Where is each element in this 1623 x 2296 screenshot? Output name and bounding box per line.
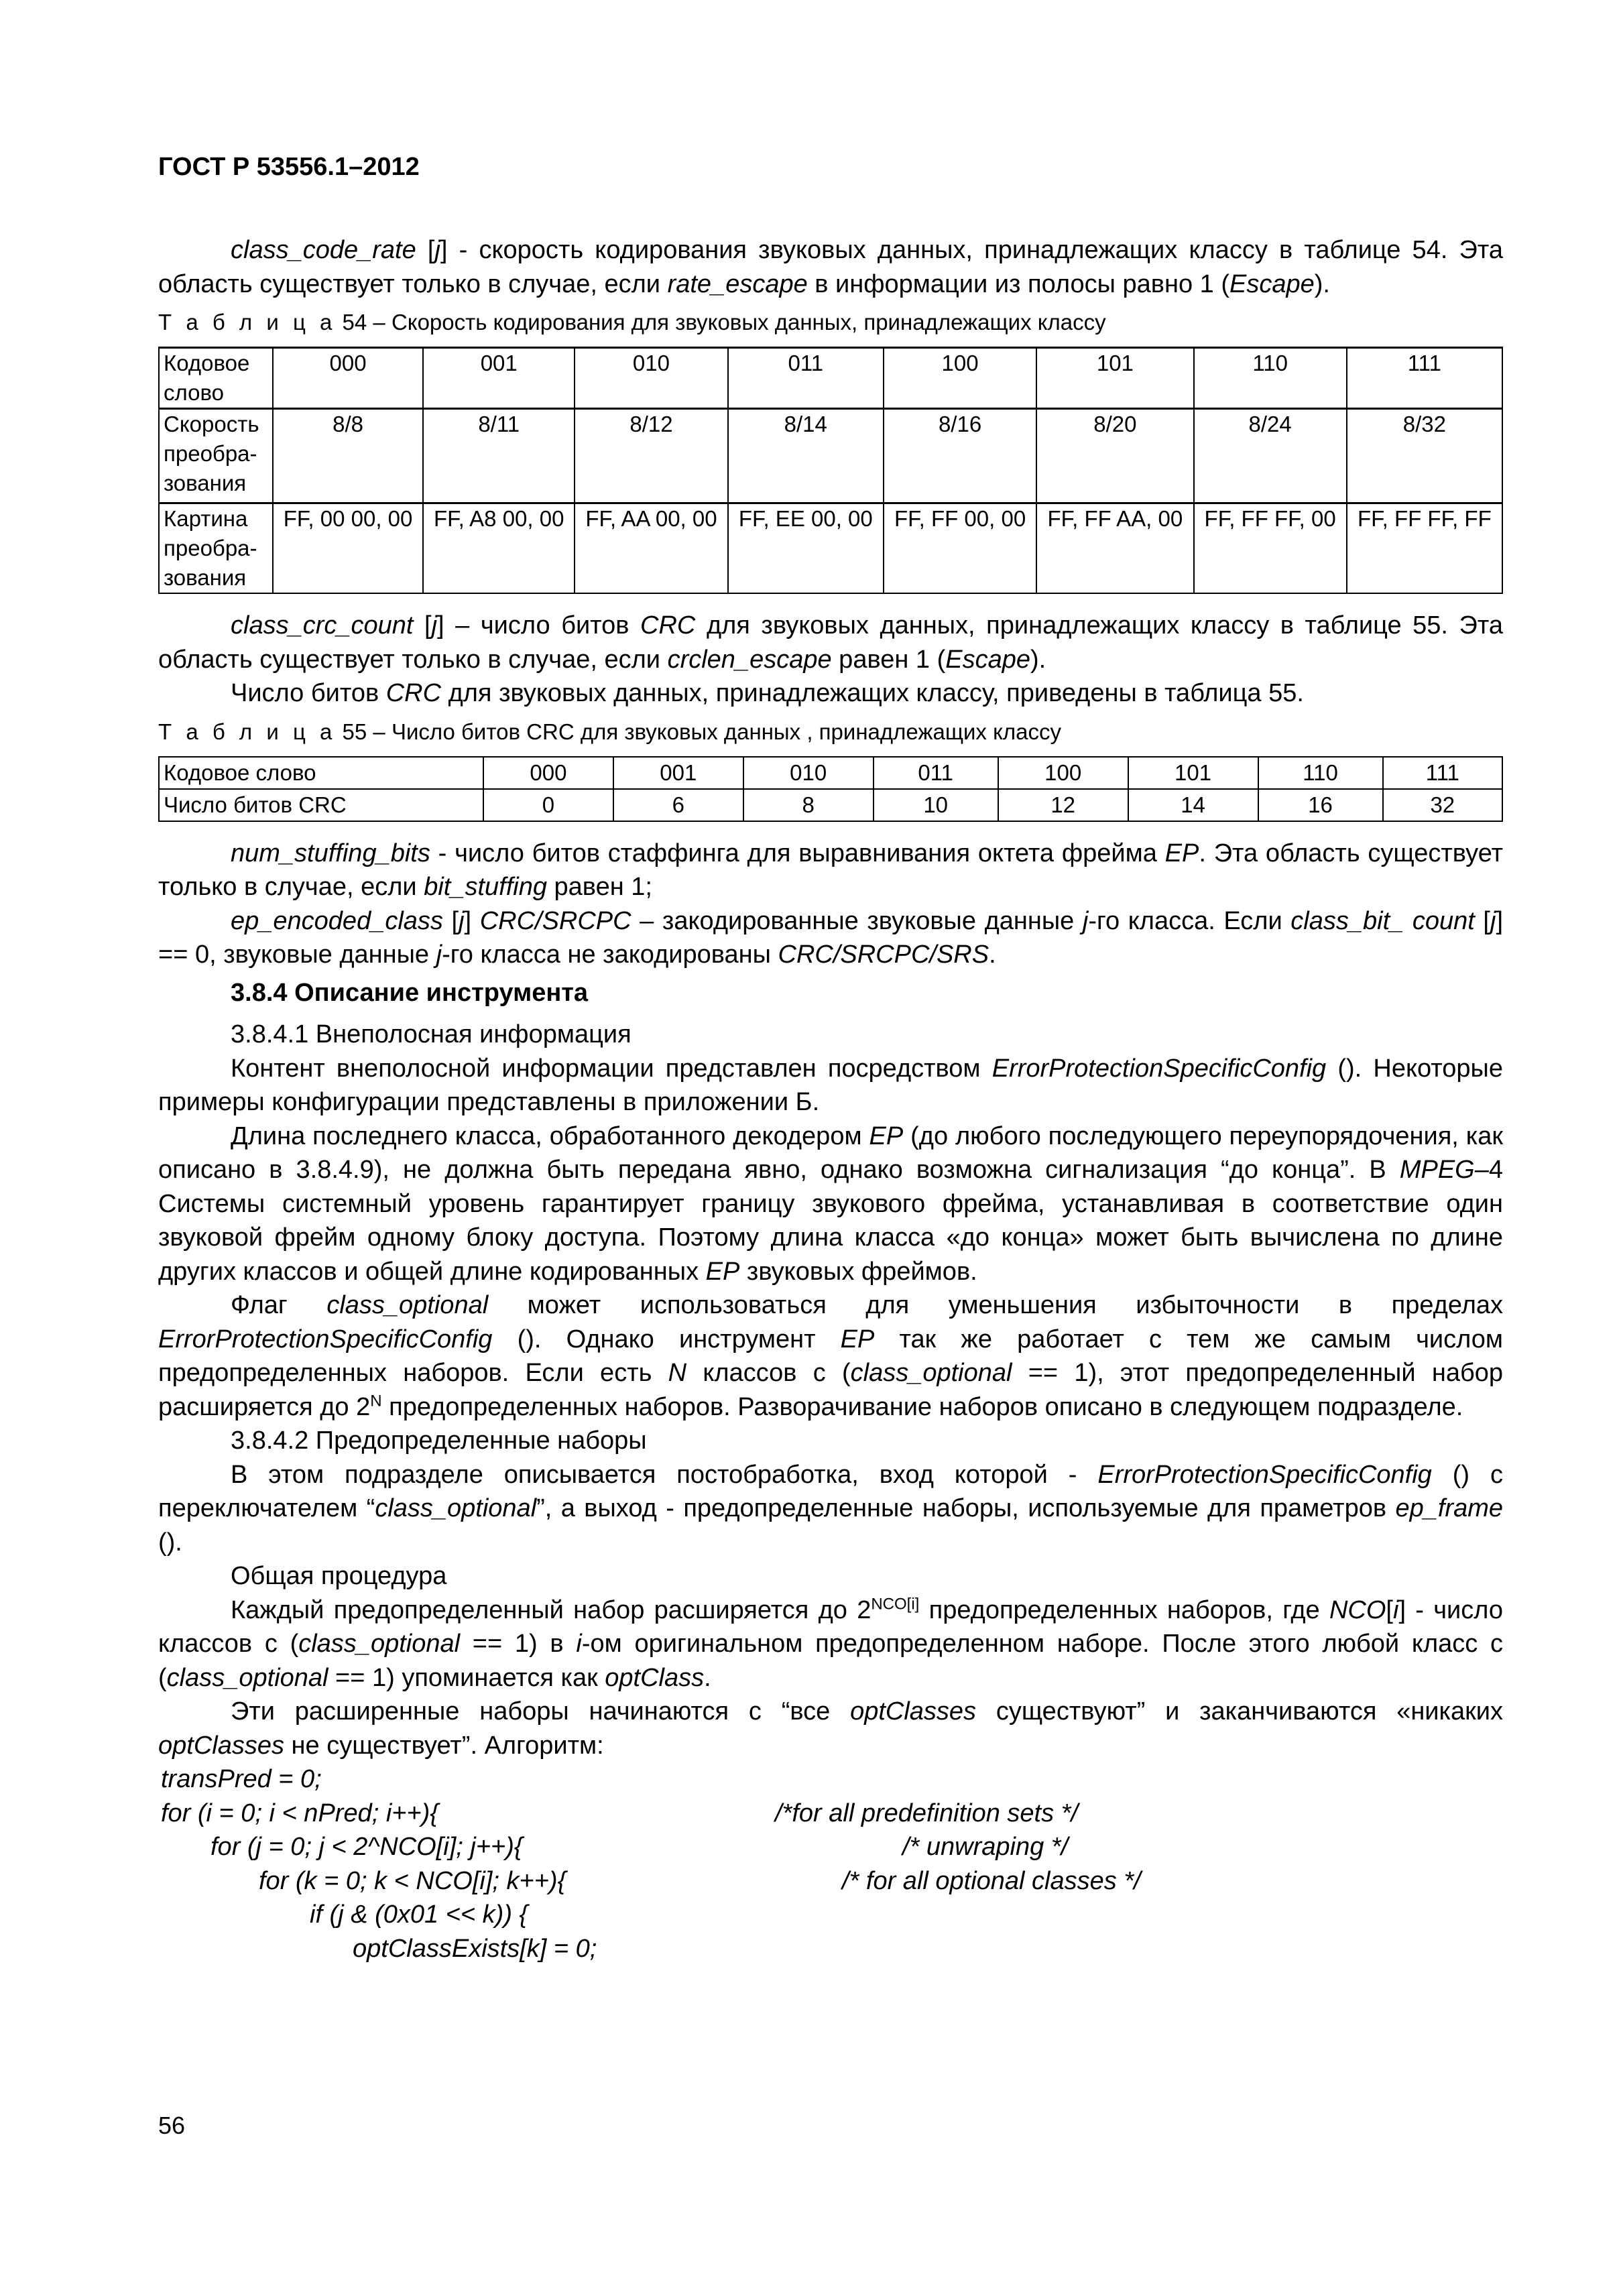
text-run: Флаг — [231, 1291, 327, 1319]
table-cell: 101 — [1036, 348, 1193, 409]
italic-term: CRC — [385, 679, 442, 707]
text-run: -ом оригинальном предопределенном наборе. После этого любой класс с ( — [158, 1630, 1503, 1692]
text-run: == 1) упоминается как — [328, 1663, 605, 1692]
row-header: Картина преобра-зования — [159, 503, 273, 594]
table-cell: 14 — [1128, 789, 1258, 821]
text-run: ). — [1314, 269, 1330, 298]
italic-term: class_optional — [298, 1630, 461, 1658]
caption-label: Т а б л и ц а — [158, 719, 337, 744]
text-run: – закодированные звуковые данные — [631, 906, 1083, 935]
table-cell: 001 — [613, 757, 743, 789]
paragraph — [158, 1424, 1503, 1458]
table-row — [159, 789, 1502, 821]
italic-term: CRC/SRCPC/SRS — [778, 941, 989, 969]
italic-term: optClasses — [158, 1731, 284, 1760]
code-text: for (k = 0; k < NCO[i]; k++){ — [259, 1866, 566, 1895]
text-run: звуковых фреймов. — [739, 1257, 977, 1286]
text-run: ] — [464, 906, 480, 935]
row-header: Кодовое слово — [159, 757, 483, 789]
text-run: равен 1; — [546, 873, 652, 901]
italic-term: i — [576, 1630, 582, 1658]
text-run: - число битов стаффинга для выравнивания октета фрейма — [430, 839, 1165, 867]
text-run: Эти расширенные наборы начинаются с “все — [231, 1697, 851, 1726]
text-run: Общая процедура — [231, 1562, 447, 1590]
caption-text: 55 – Число битов CRC для звуковых данных , принадлежащих классу — [342, 719, 1061, 744]
table-row — [159, 409, 1502, 503]
table-54-caption — [158, 308, 1503, 337]
table-cell: 010 — [575, 348, 727, 409]
superscript: N — [370, 1391, 382, 1410]
table-cell: FF, AA 00, 00 — [575, 503, 727, 594]
italic-term: ErrorProtectionSpecificConfig — [158, 1325, 493, 1353]
table-54 — [158, 347, 1503, 594]
paragraph — [158, 1695, 1503, 1762]
code-line — [158, 1932, 1503, 1966]
text-run: может использоваться для уменьшения избыточности в пределах — [488, 1291, 1504, 1319]
italic-term: j — [459, 906, 465, 935]
text-run: для звуковых данных, принадлежащих классу, приведены в таблица 55. — [441, 679, 1304, 707]
table-cell: 8/8 — [273, 409, 423, 503]
code-text: transPred = 0; — [161, 1765, 322, 1793]
text-run: не существует”. Алгоритм: — [284, 1731, 604, 1760]
text-run: ”, а выход - предопределенные наборы, используемые для праметров — [536, 1494, 1396, 1522]
paragraph — [158, 1120, 1503, 1289]
table-cell: 10 — [874, 789, 998, 821]
table-cell: FF, FF FF, FF — [1347, 503, 1502, 594]
text-run: Контент внеполосной информации представлен посредством — [231, 1054, 992, 1083]
italic-term: i — [1392, 1595, 1399, 1624]
table-cell: 110 — [1194, 348, 1347, 409]
text-run: предопределенных наборов. Разворачивание наборов описано в следующем подразделе. — [381, 1392, 1463, 1421]
text-run: ). — [1030, 645, 1046, 674]
table-cell: 6 — [613, 789, 743, 821]
italic-term: MPEG — [1399, 1156, 1475, 1184]
table-row — [159, 757, 1502, 789]
italic-term: class_code_rate — [231, 236, 416, 264]
text-run: 3.8.4.2 Предопределенные наборы — [231, 1427, 647, 1455]
text-run: так же работает с тем же самым числом предопределенных наборов. Если есть — [158, 1325, 1503, 1387]
table-55-caption — [158, 717, 1503, 747]
italic-term: EP — [840, 1325, 875, 1353]
code-block — [158, 1762, 1503, 1966]
caption-text: 54 – Скорость кодирования для звуковых данных, принадлежащих классу — [342, 310, 1106, 335]
text-run: [ — [1474, 906, 1490, 935]
table-cell: FF, FF 00, 00 — [884, 503, 1036, 594]
text-run: Число битов — [231, 679, 386, 707]
text-run: [ — [413, 611, 432, 640]
text-run: . Эта область существует только в случае, если — [158, 839, 1504, 901]
text-run: () с переключателем “ — [158, 1460, 1503, 1522]
text-run: . — [989, 941, 996, 969]
table-cell: 8/24 — [1194, 409, 1347, 503]
paragraph — [158, 1288, 1503, 1424]
table-row — [159, 503, 1502, 594]
italic-term: class_crc_count — [231, 611, 414, 640]
italic-term: Escape — [1229, 269, 1315, 298]
text-run: В этом подразделе описывается постобработка, вход которой - — [231, 1460, 1098, 1489]
table-cell: FF, 00 00, 00 — [273, 503, 423, 594]
italic-term: j — [1490, 906, 1496, 935]
table-cell: 101 — [1128, 757, 1258, 789]
row-header: Число битов CRC — [159, 789, 483, 821]
table-cell: 12 — [998, 789, 1128, 821]
row-header: Скорость преобра-зования — [159, 409, 273, 503]
italic-term: j — [1082, 906, 1089, 935]
text-run: (до любого последующего переупорядочения, как описано в 3.8.4.9), не должна быть передана явно, однако возможна сигнализация “до конца”. В — [158, 1122, 1503, 1184]
table-cell: FF, FF FF, 00 — [1194, 503, 1347, 594]
text-run: ] - число классов с ( — [158, 1595, 1503, 1658]
italic-term: N — [668, 1359, 687, 1387]
text-run: [ — [416, 236, 435, 264]
table-cell: 111 — [1347, 348, 1502, 409]
table-cell: 8/12 — [575, 409, 727, 503]
table-cell: 010 — [743, 757, 874, 789]
italic-term: NCO — [1329, 1595, 1386, 1624]
italic-term: optClasses — [850, 1697, 977, 1726]
code-line — [158, 1898, 1503, 1932]
italic-term: EP — [869, 1122, 904, 1150]
text-run: равен 1 ( — [831, 645, 946, 674]
table-cell: FF, EE 00, 00 — [728, 503, 884, 594]
italic-term: EP — [1164, 839, 1199, 867]
table-cell: 001 — [423, 348, 575, 409]
text-run: Каждый предопределенный набор расширяется до 2 — [231, 1595, 871, 1624]
code-text: if (j & (0x01 << k)) { — [310, 1900, 528, 1929]
text-run: ] - скорость кодирования звуковых данных, принадлежащих классу в таблице 54. Эта область существует только в случае, если — [158, 236, 1503, 298]
table-cell: 8/16 — [884, 409, 1036, 503]
italic-term: rate_escape — [667, 269, 808, 298]
code-comment: /*for all predefinition sets */ — [775, 1799, 1079, 1827]
italic-term: ep_encoded_class — [231, 906, 443, 935]
paragraphs-c — [158, 837, 1503, 972]
italic-term: ep_frame — [1395, 1494, 1503, 1522]
text-run: ] – число битов — [437, 611, 641, 640]
table-row — [159, 348, 1502, 409]
text-run: (). — [158, 1528, 182, 1557]
table-cell: 16 — [1258, 789, 1383, 821]
section-title: 3.8.4 Описание инструмента — [231, 978, 589, 1007]
code-text: optClassExists[k] = 0; — [353, 1934, 597, 1963]
table-cell: 32 — [1383, 789, 1502, 821]
code-line — [158, 1762, 1503, 1797]
paragraph — [158, 837, 1503, 904]
text-run: Длина последнего класса, обработанного декодером — [231, 1122, 869, 1150]
paragraph — [158, 904, 1503, 972]
text-run: в информации из полосы равно 1 ( — [807, 269, 1229, 298]
italic-term: ErrorProtectionSpecificConfig — [1097, 1460, 1432, 1489]
text-run: существуют” и заканчиваются «никаких — [976, 1697, 1503, 1726]
text-run: 3.8.4.1 Внеполосная информация — [231, 1020, 632, 1048]
paragraphs-b — [158, 609, 1503, 711]
table-cell: 100 — [998, 757, 1128, 789]
code-line — [158, 1864, 1503, 1898]
italic-term: CRC — [640, 611, 696, 640]
superscript: NCO[i] — [871, 1594, 920, 1613]
code-line — [158, 1797, 1503, 1831]
italic-term: class_optional — [326, 1291, 489, 1319]
text-run: [ — [442, 906, 459, 935]
table-cell: 8/32 — [1347, 409, 1502, 503]
paragraph — [158, 676, 1503, 711]
code-text: for (j = 0; j < 2^NCO[i]; j++){ — [211, 1833, 523, 1861]
table-cell: 000 — [483, 757, 613, 789]
text-run: -го класса не закодированы — [442, 941, 778, 969]
text-run: == 1), этот предопределенный набор расширяется до 2 — [158, 1359, 1504, 1421]
text-run: для звуковых данных, принадлежащих классу в таблице 55. Эта область существует только в случае, если — [158, 611, 1503, 674]
paragraph — [158, 1052, 1503, 1120]
paragraph — [158, 1018, 1503, 1052]
paragraph — [158, 1559, 1503, 1593]
table-cell: 8/20 — [1036, 409, 1193, 503]
document-header: ГОСТ Р 53556.1–2012 — [158, 153, 420, 181]
italic-term: EP — [705, 1257, 740, 1286]
italic-term: j — [431, 611, 438, 640]
text-run: == 1) в — [460, 1630, 577, 1658]
table-cell: 8/14 — [728, 409, 884, 503]
table-cell: 8 — [743, 789, 874, 821]
text-run: классов с ( — [686, 1359, 851, 1387]
italic-term: class_bit_ count — [1290, 906, 1475, 935]
code-comment: /* for all optional classes */ — [842, 1866, 1141, 1895]
table-cell: 0 — [483, 789, 613, 821]
table-cell: 011 — [728, 348, 884, 409]
table-cell: 011 — [874, 757, 998, 789]
table-cell: FF, FF AA, 00 — [1036, 503, 1193, 594]
text-run: . — [704, 1663, 711, 1692]
table-cell: 100 — [884, 348, 1036, 409]
row-header: Кодовое слово — [159, 348, 273, 409]
paragraph — [158, 1593, 1503, 1695]
italic-term: class_optional — [850, 1359, 1012, 1387]
paragraphs-d — [158, 1018, 1503, 1762]
table-cell: 110 — [1258, 757, 1383, 789]
text-run: (). Некоторые примеры конфигурации представлены в приложении Б. — [158, 1054, 1503, 1116]
italic-term: class_optional — [166, 1663, 328, 1692]
italic-term: j — [436, 941, 442, 969]
paragraph — [158, 233, 1503, 301]
text-run: ] == 0, звуковые данные — [158, 906, 1503, 969]
page-number: 56 — [158, 2112, 186, 2139]
caption-label: Т а б л и ц а — [158, 310, 337, 335]
code-text: for (i = 0; i < nPred; i++){ — [161, 1799, 438, 1827]
paragraphs-a — [158, 233, 1503, 301]
text-run: -го класса. Если — [1088, 906, 1291, 935]
table-cell: FF, A8 00, 00 — [423, 503, 575, 594]
italic-term: ErrorProtectionSpecificConfig — [991, 1054, 1327, 1083]
italic-term: Escape — [945, 645, 1030, 674]
table-cell: 8/11 — [423, 409, 575, 503]
paragraph — [158, 609, 1503, 676]
italic-term: class_optional — [375, 1494, 537, 1522]
italic-term: num_stuffing_bits — [231, 839, 430, 867]
text-run: (). Однако инструмент — [492, 1325, 841, 1353]
italic-term: CRC/SRCPC — [479, 906, 632, 935]
text-run: предопределенных наборов, где — [919, 1595, 1329, 1624]
paragraph — [158, 1458, 1503, 1560]
code-comment: /* unwraping */ — [902, 1833, 1069, 1861]
italic-term: optClass — [605, 1663, 705, 1692]
text-run: [ — [1386, 1595, 1393, 1624]
body-flow — [158, 233, 1503, 1966]
italic-term: bit_stuffing — [424, 873, 547, 901]
text-run: –4 Системы системный уровень гарантирует границу звукового фрейма, устанавливая в соответствие один звуковой фрейм одному блоку доступа. Поэтому длина класса «до конца» может быть вычислена по длине других классов и общей длине кодированных — [158, 1156, 1503, 1286]
table-cell: 000 — [273, 348, 423, 409]
italic-term: j — [434, 236, 440, 264]
table-55 — [158, 756, 1503, 822]
italic-term: crclen_escape — [667, 645, 832, 674]
code-line — [158, 1830, 1503, 1864]
table-cell: 111 — [1383, 757, 1502, 789]
